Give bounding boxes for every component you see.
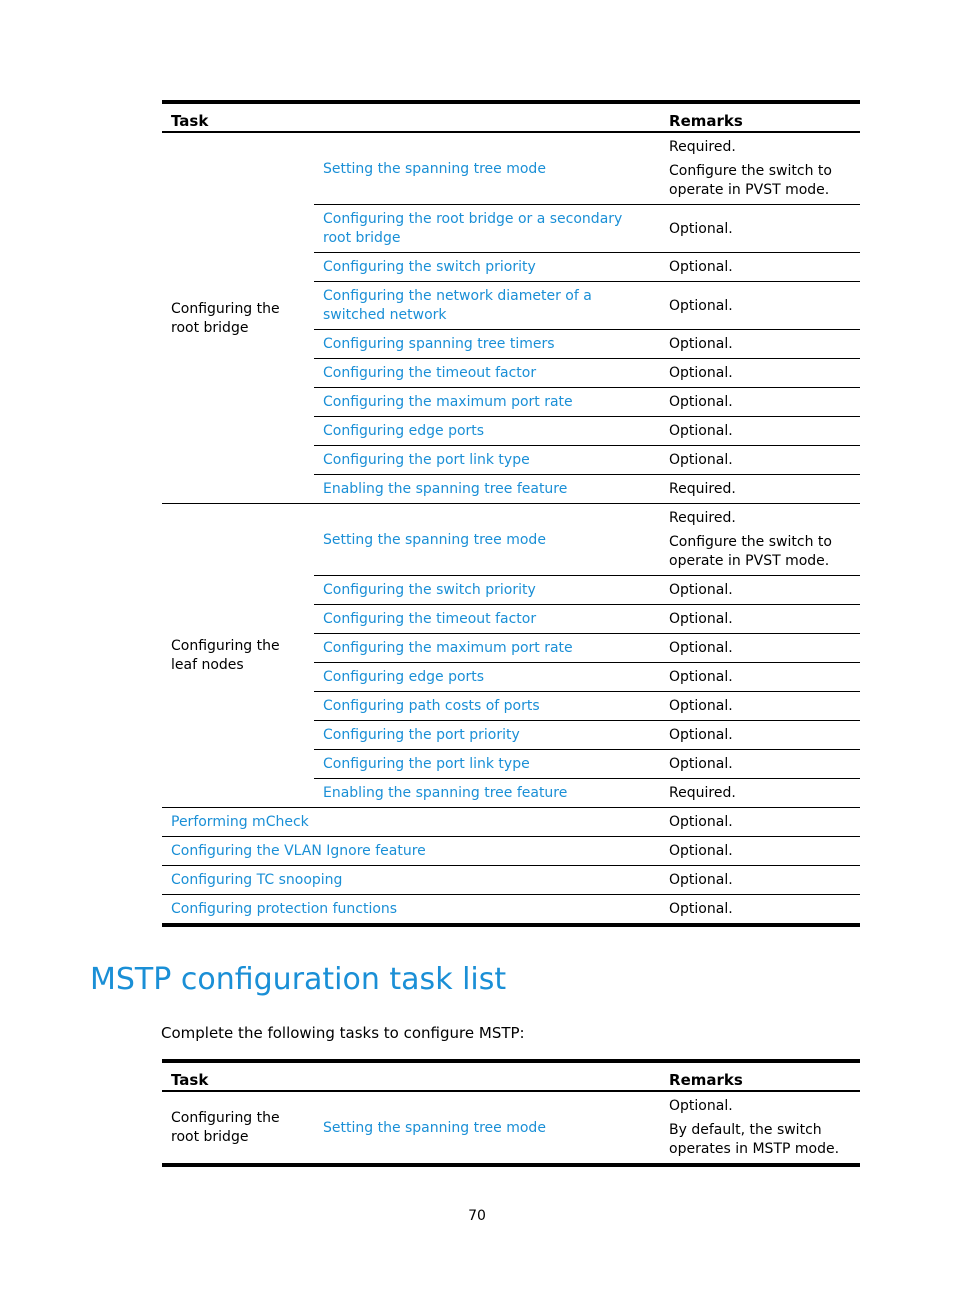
remarks-cell (660, 808, 860, 837)
remarks-cell (660, 866, 860, 895)
task-cell (314, 282, 660, 330)
task-cell (314, 504, 660, 576)
task-column-header: Task (162, 102, 660, 132)
task-link[interactable]: Configuring spanning tree timers (323, 336, 555, 352)
remarks-text: Required. (669, 785, 736, 801)
remarks-cell (660, 359, 860, 388)
task-link[interactable]: Configuring TC snooping (171, 872, 343, 888)
remarks-text: Optional. (669, 423, 733, 439)
remarks-column-header: Remarks (660, 102, 860, 132)
task-link[interactable]: Setting the spanning tree mode (323, 531, 546, 548)
remarks-text: Optional. (669, 297, 733, 314)
task-group-cell (162, 1091, 314, 1165)
task-link[interactable]: Configuring the timeout factor (323, 365, 537, 381)
task-cell (162, 866, 660, 895)
task-cell (314, 779, 660, 808)
task-link[interactable]: Configuring the timeout factor (323, 611, 537, 627)
remarks-text: Optional. (669, 727, 733, 743)
table-row (162, 895, 860, 926)
task-link[interactable]: Configuring the switch priority (323, 582, 536, 598)
remarks-text: Optional. (669, 843, 733, 859)
remarks-cell (660, 1091, 860, 1165)
remarks-cell (660, 750, 860, 779)
task-cell (314, 605, 660, 634)
remarks-text: Optional. (669, 698, 733, 714)
remarks-text: Optional. (669, 365, 733, 381)
task-link[interactable]: Configuring edge ports (323, 423, 485, 439)
task-link[interactable]: Configuring the port priority (323, 727, 520, 743)
remarks-cell (660, 475, 860, 504)
task-cell (314, 1091, 660, 1165)
remarks-text: By default, the switch operates in MSTP mode. (669, 1122, 840, 1157)
remarks-text: Optional. (669, 814, 733, 830)
remarks-text: Optional. (669, 394, 733, 410)
task-link[interactable]: Enabling the spanning tree feature (323, 481, 568, 497)
remarks-text: Optional. (669, 220, 733, 237)
remarks-cell (660, 721, 860, 750)
remarks-text: Required. (669, 510, 736, 526)
task-cell (314, 359, 660, 388)
table-row (162, 866, 860, 895)
remarks-text: Optional. (669, 901, 733, 917)
task-link[interactable]: Configuring the network diameter of a switched network (323, 288, 592, 323)
task-link[interactable]: Configuring the root bridge or a secondary root bridge (323, 211, 623, 246)
task-column-header: Task (162, 1061, 660, 1091)
task-cell (314, 692, 660, 721)
task-link[interactable]: Configuring protection functions (171, 901, 398, 917)
task-cell (314, 750, 660, 779)
table-row (162, 504, 860, 576)
table-header-row (162, 102, 860, 132)
remarks-cell (660, 605, 860, 634)
remarks-cell (660, 576, 860, 605)
task-cell (314, 475, 660, 504)
task-cell (314, 205, 660, 253)
remarks-text: Optional. (669, 640, 733, 656)
remarks-cell (660, 330, 860, 359)
task-group-cell (162, 504, 314, 808)
task-cell (314, 253, 660, 282)
remarks-cell (660, 779, 860, 808)
task-cell (162, 895, 660, 926)
task-cell (314, 388, 660, 417)
task-group-label: Configuring the root bridge (171, 1110, 280, 1145)
task-cell (162, 808, 660, 837)
page-number: 70 (468, 1208, 486, 1224)
task-link[interactable]: Enabling the spanning tree feature (323, 785, 568, 801)
remarks-column-header: Remarks (660, 1061, 860, 1091)
remarks-cell (660, 837, 860, 866)
remarks-cell (660, 634, 860, 663)
remarks-text: Optional. (669, 756, 733, 772)
table-row (162, 808, 860, 837)
pvst-task-table (162, 100, 860, 927)
remarks-text: Optional. (669, 1098, 733, 1114)
task-cell (314, 576, 660, 605)
remarks-cell (660, 504, 860, 576)
task-link[interactable]: Configuring edge ports (323, 669, 485, 685)
remarks-text: Required. (669, 481, 736, 497)
remarks-text: Optional. (669, 872, 733, 888)
remarks-cell (660, 388, 860, 417)
remarks-text: Optional. (669, 259, 733, 275)
task-link[interactable]: Setting the spanning tree mode (323, 160, 546, 177)
task-cell (314, 721, 660, 750)
task-group-label: Configuring the root bridge (171, 300, 280, 336)
task-link[interactable]: Setting the spanning tree mode (323, 1119, 546, 1136)
remarks-text: Optional. (669, 582, 733, 598)
task-link[interactable]: Performing mCheck (171, 814, 309, 830)
remarks-text: Optional. (669, 611, 733, 627)
remarks-text: Required. (669, 139, 736, 155)
task-cell (162, 837, 660, 866)
task-link[interactable]: Configuring the switch priority (323, 259, 536, 275)
task-link[interactable]: Configuring the VLAN Ignore feature (171, 843, 426, 859)
remarks-cell (660, 692, 860, 721)
remarks-cell (660, 446, 860, 475)
remarks-cell (660, 663, 860, 692)
task-cell (314, 132, 660, 205)
task-cell (314, 663, 660, 692)
task-link[interactable]: Configuring path costs of ports (323, 698, 540, 714)
remarks-text: Configure the switch to operate in PVST mode. (669, 534, 832, 569)
remarks-text: Configure the switch to operate in PVST mode. (669, 163, 832, 198)
section-heading: MSTP configuration task list (90, 962, 507, 997)
task-group-label: Configuring the leaf nodes (171, 638, 280, 673)
task-cell (314, 417, 660, 446)
remarks-cell (660, 895, 860, 926)
remarks-text: Optional. (669, 669, 733, 685)
task-group-cell (162, 132, 314, 504)
task-cell (314, 446, 660, 475)
remarks-text: Optional. (669, 452, 733, 468)
task-link[interactable]: Configuring the port link type (323, 452, 530, 468)
table-row (162, 1091, 860, 1165)
table-header-row (162, 1061, 860, 1091)
task-cell (314, 330, 660, 359)
remarks-cell (660, 417, 860, 446)
task-link[interactable]: Configuring the port link type (323, 756, 530, 772)
section-intro: Complete the following tasks to configure MSTP: (161, 1024, 525, 1042)
mstp-task-table (162, 1059, 860, 1167)
remarks-cell (660, 132, 860, 205)
task-link[interactable]: Configuring the maximum port rate (323, 640, 573, 656)
task-cell (314, 634, 660, 663)
remarks-text: Optional. (669, 336, 733, 352)
remarks-cell (660, 205, 860, 253)
task-link[interactable]: Configuring the maximum port rate (323, 394, 573, 410)
table-row (162, 837, 860, 866)
remarks-cell (660, 282, 860, 330)
remarks-cell (660, 253, 860, 282)
table-row (162, 132, 860, 205)
